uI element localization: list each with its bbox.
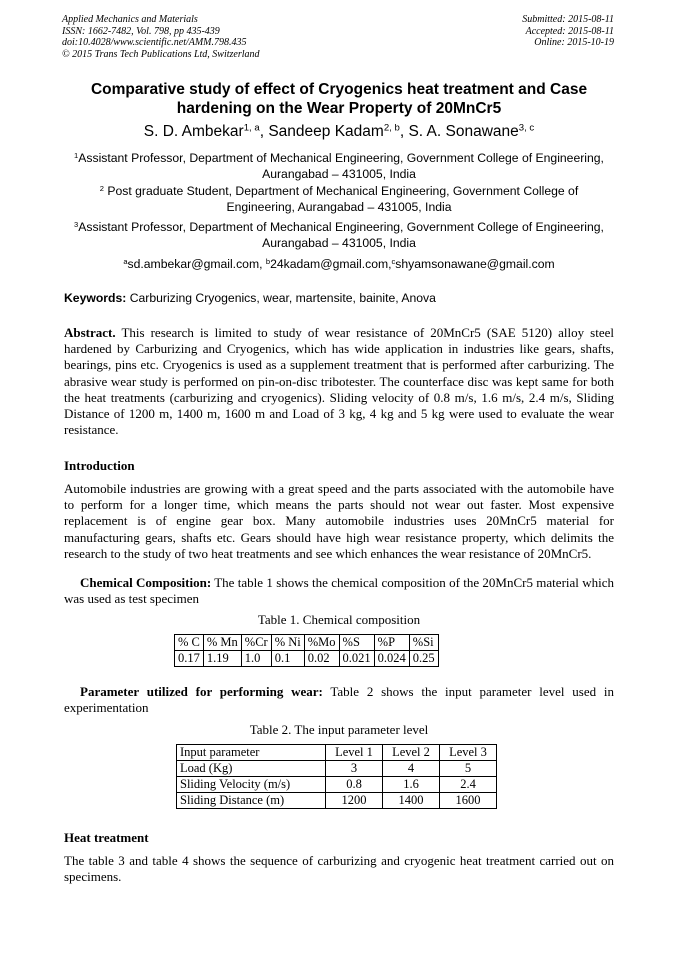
title-line-2: hardening on the Wear Property of 20MnCr5 xyxy=(176,100,502,117)
table-header-cell: % Mn xyxy=(203,635,241,651)
email-sup: c xyxy=(391,256,396,266)
table-cell: 1.6 xyxy=(383,777,440,793)
author-name: S. D. Ambekar xyxy=(143,123,244,140)
affiliation-2 xyxy=(64,183,614,215)
table-header-cell: %Mo xyxy=(304,635,339,651)
parameter-paragraph xyxy=(64,684,614,716)
table-cell: Sliding Velocity (m/s) xyxy=(177,777,326,793)
table1-caption: Table 1. Chemical composition xyxy=(257,612,421,627)
keywords xyxy=(64,291,614,305)
table-cell: 0.021 xyxy=(339,651,374,667)
table-cell: 0.1 xyxy=(271,651,304,667)
table-cell: 5 xyxy=(440,761,497,777)
param-label: Parameter utilized for performing wear: xyxy=(80,684,323,699)
table-header-cell: %Cr xyxy=(241,635,271,651)
author-list: S. D. Ambekar$^{1, a}$, Sandeep Kadam$^{2, b}$, S. A. Sonawane$^{3, c}$ xyxy=(143,122,535,140)
table-cell: 3 xyxy=(326,761,383,777)
table-header-cell: Input parameter xyxy=(177,745,326,761)
table-header-cell: Level 1 xyxy=(326,745,383,761)
chem-text: The table 1 shows the chemical composition of the 20MnCr5 material which was used as test specimen xyxy=(64,575,614,607)
author-sup: 3, c xyxy=(518,122,535,134)
table-header-row xyxy=(175,635,439,651)
table-header-cell: Level 3 xyxy=(440,745,497,761)
affiliation-line: Assistant Professor, Department of Mechanical Engineering, Government College of Engineering, xyxy=(78,151,604,165)
author-sup: 2, b xyxy=(383,122,400,134)
chemical-composition-table xyxy=(174,634,439,667)
keywords-text: Carburizing Cryogenics, wear, martensite, bainite, Anova xyxy=(126,291,436,305)
author-sup: 1, a xyxy=(243,122,260,134)
email-link[interactable]: 24kadam@gmail.com, xyxy=(270,257,392,271)
table2-caption: Table 2. The input parameter level xyxy=(249,722,429,737)
table-header-cell: %S xyxy=(339,635,374,651)
table-cell: 0.25 xyxy=(409,651,438,667)
paper-title xyxy=(64,80,614,118)
title-line-1: Comparative study of effect of Cryogenics heat treatment and Case xyxy=(90,81,588,98)
table-cell: 1.0 xyxy=(241,651,271,667)
table-header-row xyxy=(177,745,497,761)
email-link[interactable]: shyamsonawane@gmail.com xyxy=(395,257,555,271)
journal-issn: ISSN: 1662-7482, Vol. 798, pp 435-439 xyxy=(62,25,220,37)
journal-name: Applied Mechanics and Materials xyxy=(62,14,198,25)
online-date: Online: 2015-10-19 xyxy=(534,37,614,48)
submitted-date: Submitted: 2015-08-11 xyxy=(522,14,614,25)
table-cell: 1600 xyxy=(440,793,497,809)
heat-treatment-heading: Heat treatment xyxy=(64,830,149,845)
email-sup: b xyxy=(265,256,271,266)
table-row xyxy=(177,777,497,793)
journal-copyright: © 2015 Trans Tech Publications Ltd, Switzerland xyxy=(62,48,260,60)
author-name: Sandeep Kadam xyxy=(268,123,384,140)
email-sup: a xyxy=(123,256,128,266)
chemical-composition-paragraph xyxy=(64,575,614,607)
introduction-text: Automobile industries are growing with a great speed and the parts associated with the automobile have to perform for a longer time, which means the parts should not wear out faster. Most expensive replacement is of engine gear box. Many automobile industries uses 20MnCr5 material for manufacturing gears, shafts etc. Gears should have high wear resistance property, which delimits the research to the study of two heat treatments and see which enhances the wear resistance of 20MnCr5. xyxy=(64,481,614,561)
affiliation-sup: 2 xyxy=(99,183,104,193)
chem-label: Chemical Composition: xyxy=(80,575,212,590)
affiliation-line: Aurangabad – 431005, India xyxy=(262,167,416,181)
author-name: S. A. Sonawane xyxy=(408,123,519,140)
author-emails xyxy=(64,256,614,272)
heat-treatment-text: The table 3 and table 4 shows the sequence of carburizing and cryogenic heat treatment carried out on specimens. xyxy=(64,853,614,885)
affiliation-1 xyxy=(64,150,614,182)
abstract xyxy=(64,325,614,438)
table-row xyxy=(177,761,497,777)
affiliation-line: Aurangabad – 431005, India xyxy=(262,236,416,250)
journal-doi: doi:10.4028/www.scientific.net/AMM.798.435 xyxy=(62,37,247,48)
table-header-cell: % C xyxy=(175,635,204,651)
table-cell: 0.17 xyxy=(175,651,204,667)
table-header-cell: Level 2 xyxy=(383,745,440,761)
table-cell: 0.02 xyxy=(304,651,339,667)
table-cell: 4 xyxy=(383,761,440,777)
table-cell: 0.024 xyxy=(374,651,409,667)
table-cell: 1.19 xyxy=(203,651,241,667)
journal-header xyxy=(62,14,260,60)
table-cell: Sliding Distance (m) xyxy=(177,793,326,809)
abstract-text: This research is limited to study of wear resistance of 20MnCr5 (SAE 5120) alloy steel hardened by Carburizing and Cryogenics, which has wide application in industries like gears, shafts, bearings, pins etc. Cryogenics is used as a supplement treatment that is performed after carburizing. The abrasive wear study is performed on pin-on-disc tribotester. The counterface disc was kept same for both the heat treatments (carburizing and cryogenics). Sliding velocity of 0.8 m/s, 1.6 m/s, 2.4 m/s, Sliding Distance of 1200 m, 1400 m, 1600 m and Load of 3 kg, 4 kg and 5 kg were used to evaluate the wear resistance. xyxy=(64,325,614,438)
affiliation-line: Engineering, Aurangabad – 431005, India xyxy=(226,200,452,214)
keywords-label: Keywords: xyxy=(64,291,127,305)
email-link[interactable]: sd.ambekar@gmail.com, xyxy=(127,257,266,271)
table-cell: 0.8 xyxy=(326,777,383,793)
param-text: Table 2 shows the input parameter level used in experimentation xyxy=(64,684,614,716)
affiliation-3 xyxy=(64,219,614,251)
affiliation-sup: 1 xyxy=(74,150,79,160)
introduction-heading: Introduction xyxy=(64,458,135,473)
table-cell: 2.4 xyxy=(440,777,497,793)
affiliation-line: Assistant Professor, Department of Mechanical Engineering, Government College of Engineering, xyxy=(78,220,604,234)
table-cell: 1400 xyxy=(383,793,440,809)
table-row xyxy=(175,651,439,667)
table-header-cell: % Ni xyxy=(271,635,304,651)
abstract-label: Abstract. xyxy=(64,325,116,340)
affiliation-line: Post graduate Student, Department of Mechanical Engineering, Government College of xyxy=(103,184,579,198)
dates-header xyxy=(522,14,614,49)
table-cell: Load (Kg) xyxy=(177,761,326,777)
table-header-cell: %Si xyxy=(409,635,438,651)
table-header-cell: %P xyxy=(374,635,409,651)
affiliation-sup: 3 xyxy=(74,219,79,229)
input-parameter-table xyxy=(176,744,497,809)
table-cell: 1200 xyxy=(326,793,383,809)
table-row xyxy=(177,793,497,809)
accepted-date: Accepted: 2015-08-11 xyxy=(525,25,614,37)
